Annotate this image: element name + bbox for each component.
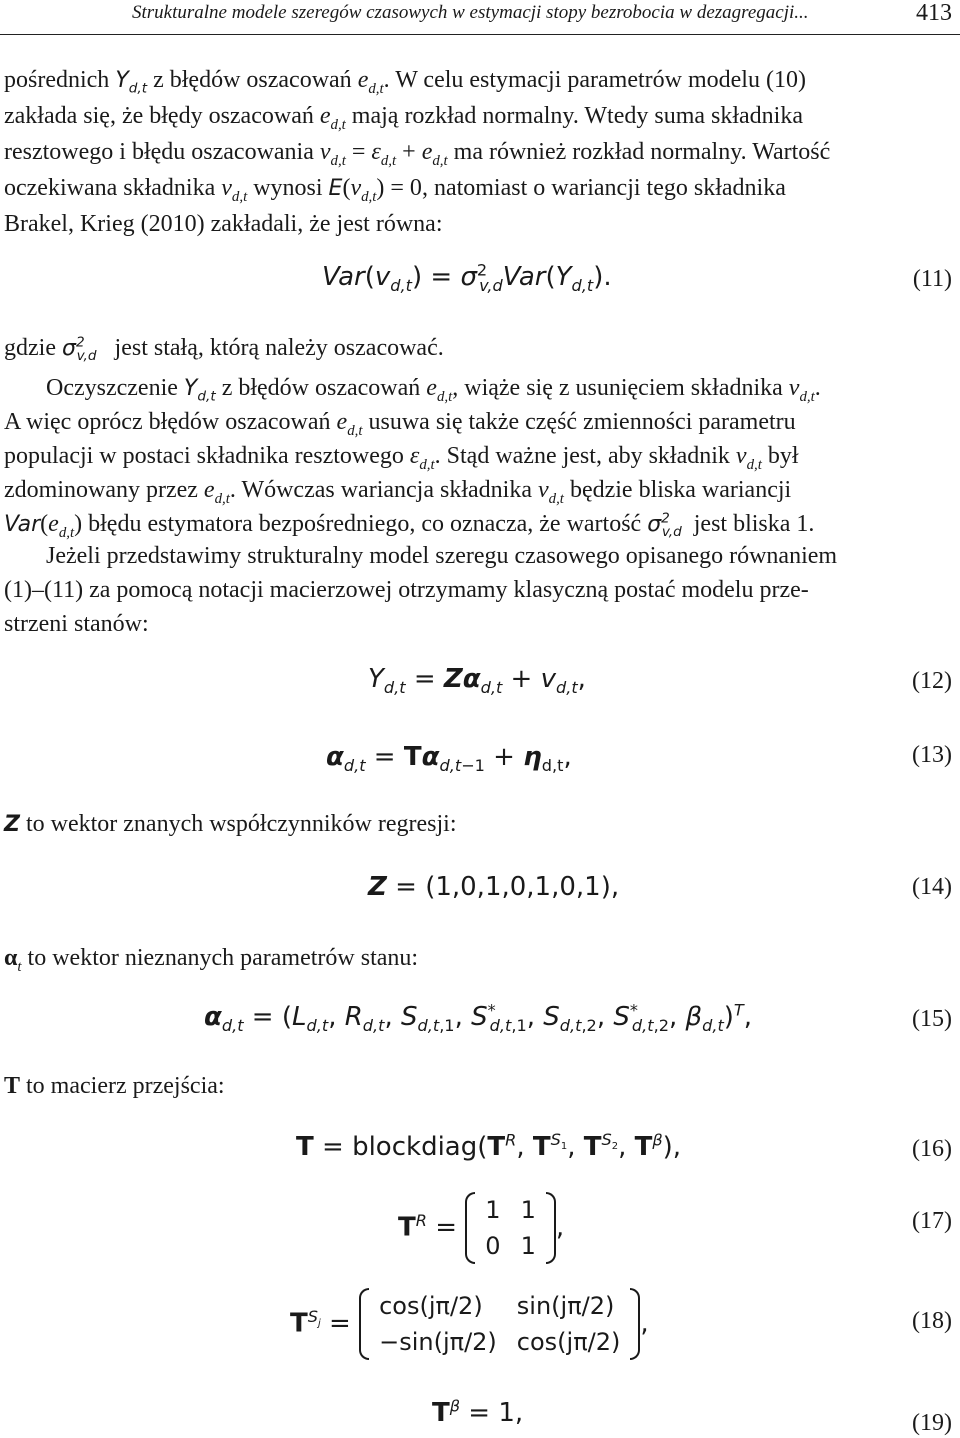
equation-13: $\alpha_{d,t} = T\alpha_{d,t-1} + \eta_{d,t}$,: [326, 742, 572, 776]
equation-number-13: (13): [912, 742, 952, 768]
paragraph-1-line-3: resztowego i błędu oszacowania $v_{d,t} = \varepsilon_{d,t} + e_{d,t}$ ma również rozkład normalny. Wartość: [4, 139, 831, 169]
equation-number-19: (19): [912, 1410, 952, 1436]
equation-17: $T^R$ = 1 1 0 1 ,: [398, 1192, 564, 1264]
equation-number-11: (11): [912, 266, 952, 292]
equation-12: $Y_{d,t} = Z\alpha_{d,t} + v_{d,t}$,: [368, 664, 586, 698]
z-description: Z to wektor znanych współczynników regresji:: [4, 811, 457, 837]
equation-19: $T^\beta = 1$,: [432, 1396, 524, 1428]
paragraph-3-line-3: strzeni stanów:: [4, 611, 149, 637]
equation-18: $T^{S_j}$ = cos(jπ/2) sin(jπ/2) −sin(jπ/2) cos(jπ/2) ,: [290, 1288, 649, 1360]
page-header: [0, 0, 960, 40]
equation-16: $T = blockdiag(T^R$, $T^{S_1}$, $T^{S_2}$, $T^\beta$),: [296, 1130, 682, 1162]
paragraph-1-line-2: zakłada się, że błędy oszacowań $e_{d,t}$ mają rozkład normalny. Wtedy suma składnika: [4, 103, 804, 133]
equation-number-15: (15): [912, 1006, 952, 1032]
running-title: Strukturalne modele szeregów czasowych w estymacji stopy bezrobocia w dezagregacji...: [132, 2, 809, 23]
t-description: T to macierz przejścia:: [4, 1073, 225, 1099]
paragraph-3-line-2: (1)–(11) za pomocą notacji macierzowej otrzymamy klasyczną postać modelu prze-: [4, 577, 809, 603]
equation-15: $\alpha_{d,t} = (L_{d,t}$, $R_{d,t}$, $S_{d,t,1}$, $S^*_{d,t,1}$, $S_{d,t,2}$, $S^*_{d,t,2}$, $\beta_{d,t})^T$,: [204, 1000, 753, 1036]
paragraph-2-line-4: zdominowany przez $e_{d,t}$. Wówczas wariancja składnika $v_{d,t}$ będzie bliska wariancji: [4, 477, 792, 507]
gdzie-line: gdzie $\sigma^2_{v,d}$ jest stałą, którą należy oszacować.: [4, 334, 444, 365]
paragraph-1-line-5: Brakel, Krieg (2010) zakładali, że jest równa:: [4, 211, 443, 237]
equation-number-12: (12): [912, 668, 952, 694]
page-number: 413: [916, 0, 952, 26]
paragraph-2-line-1: Oczyszczenie $Y_{d,t}$ z błędów oszacowań $e_{d,t}$, wiąże się z usunięciem składnika $v_{d,t}$.: [46, 375, 821, 405]
paragraph-1-line-1: pośrednich $Y_{d,t}$ z błędów oszacowań $e_{d,t}$. W celu estymacji parametrów modelu (10): [4, 67, 806, 97]
matrix-ts: cos(jπ/2) sin(jπ/2) −sin(jπ/2) cos(jπ/2): [359, 1288, 640, 1360]
equation-14: Z = (1,0,1,0,1,0,1),: [368, 872, 620, 902]
paragraph-2-line-3: populacji w postaci składnika resztowego $\varepsilon_{d,t}$. Stąd ważne jest, aby składnik $v_{d,t}$ był: [4, 443, 799, 473]
paragraph-2-line-5: $Var(e_{d,t})$ błędu estymatora bezpośredniego, co oznacza, że wartość $\sigma^2_{v,d}$ jest bliska 1.: [4, 510, 815, 541]
header-rule: [0, 34, 960, 35]
equation-number-17: (17): [912, 1208, 952, 1234]
paragraph-2-line-2: A więc oprócz błędów oszacowań $e_{d,t}$ usuwa się także część zmienności parametru: [4, 409, 796, 439]
equation-number-14: (14): [912, 874, 952, 900]
equation-11: $Var(v_{d,t}) = \sigma^2_{v,d}Var(Y_{d,t})$.: [322, 260, 612, 296]
equation-number-18: (18): [912, 1308, 952, 1334]
matrix-tr: 1 1 0 1: [465, 1192, 556, 1264]
paragraph-1-line-4: oczekiwana składnika $v_{d,t}$ wynosi $E(v_{d,t}) = 0$, natomiast o wariancji tego składnika: [4, 175, 786, 205]
alpha-description: $\alpha_t$ to wektor nieznanych parametrów stanu:: [4, 945, 419, 975]
paragraph-3-line-1: Jeżeli przedstawimy strukturalny model szeregu czasowego opisanego równaniem: [46, 543, 838, 569]
equation-number-16: (16): [912, 1136, 952, 1162]
